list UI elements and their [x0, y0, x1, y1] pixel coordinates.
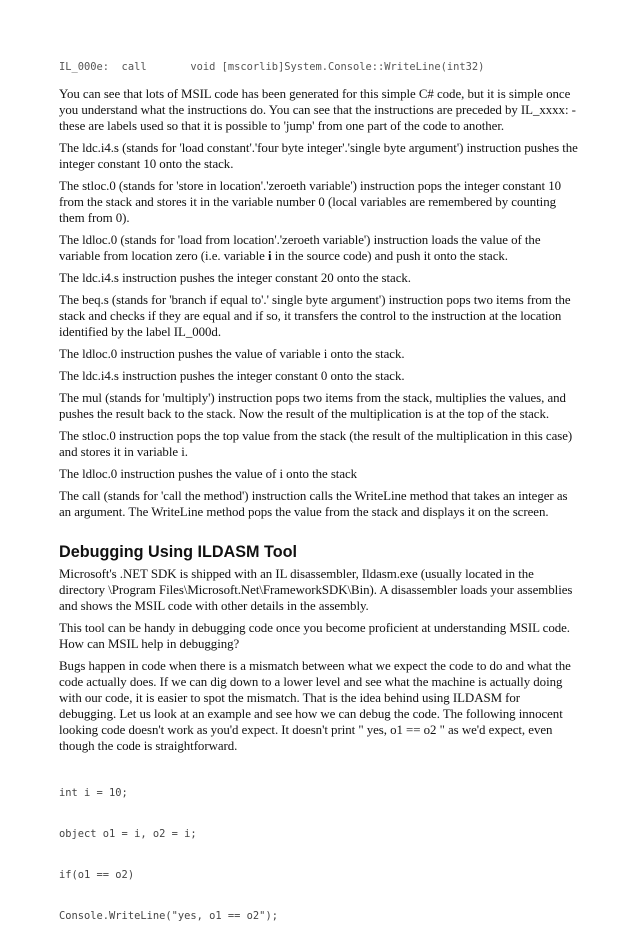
paragraph-ldc-i4-s: The ldc.i4.s (stands for 'load constant'.'four byte integer'.'single byte argument') instruction pushes the integer constant 10 onto the stack. — [59, 141, 578, 171]
paragraph-ldloc-0 — [59, 232, 579, 264]
ldloc-text-after: in the source code) and push it onto the stack. — [271, 249, 508, 263]
paragraph-beq-s: The beq.s (stands for 'branch if equal to'.' single byte argument') instruction pops two items from the stack and checks if they are equal and if so, it transfers the control to the instruction at the location identified by the label IL_000d. — [59, 293, 571, 339]
paragraph-ldloc-push: The ldloc.0 instruction pushes the value of variable i onto the stack. — [59, 347, 405, 361]
code-line: if(o1 == o2) — [59, 868, 135, 881]
code-line: int i = 10; — [59, 787, 128, 800]
paragraph-ldloc-value: The ldloc.0 instruction pushes the value of i onto the stack — [59, 467, 358, 481]
code-snippet-example — [59, 760, 579, 950]
code-line: object o1 = i, o2 = i; — [59, 827, 197, 840]
code-snippet-top: IL_000e: call void [mscorlib]System.Console::WriteLine(int32) — [59, 61, 485, 73]
ldloc-text-before: The ldloc.0 (stands for 'load from location'.'zeroeth variable') instruction loads the value of the variable from location zero (i.e. variable — [59, 233, 541, 263]
section-heading: Debugging Using ILDASM Tool — [59, 543, 297, 561]
paragraph-call: The call (stands for 'call the method') instruction calls the WriteLine method that takes an integer as an argument. The WriteLine method pops the value from the stack and displays it on the screen. — [59, 489, 568, 519]
paragraph-ldc-0: The ldc.i4.s instruction pushes the integer constant 0 onto the stack. — [59, 369, 405, 383]
code-line: Console.WriteLine("yes, o1 == o2"); — [59, 909, 278, 922]
paragraph-ildasm-handy: This tool can be handy in debugging code once you become proficient at understanding MSIL code. How can MSIL help in debugging? — [59, 621, 570, 651]
paragraph-mul: The mul (stands for 'multiply') instruction pops two items from the stack, multiplies the values, and pushes the result back to the stack. Now the result of the multiplication is at the top of the stack. — [59, 391, 566, 421]
ldloc-variable-bold: i — [268, 249, 272, 263]
paragraph-stloc-store: The stloc.0 instruction pops the top value from the stack (the result of the multiplication in this case) and stores it in variable i. — [59, 429, 573, 459]
paragraph-msil-intro: You can see that lots of MSIL code has been generated for this simple C# code, but it is simple once you understand what the instructions do. You can see that the instructions are preceded by IL_xxxx: - these are labels used so that it is possible to 'jump' from one part of the code to another. — [59, 87, 576, 133]
paragraph-ldc-20: The ldc.i4.s instruction pushes the integer constant 20 onto the stack. — [59, 271, 411, 285]
paragraph-bugs: Bugs happen in code when there is a mismatch between what we expect the code to do and what the code actually does. If we can dig down to a lower level and see what the machine is actually doing with our code, it is easier to spot the mismatch. That is the idea behind using ILDASM for debugging. Let us look at an example and see how we can debug the code. The following innocent looking code doesn't work as you'd expect. It doesn't print " yes, o1 == o2 " as we'd expect, even though the code is straightforward. — [59, 659, 571, 753]
paragraph-ildasm-intro: Microsoft's .NET SDK is shipped with an IL disassembler, Ildasm.exe (usually located in the directory \Program Files\Microsoft.Net\FrameworkSDK\Bin). A disassembler loads your assemblies and shows the MSIL code with other details in the assembly. — [59, 567, 573, 613]
paragraph-stloc-0: The stloc.0 (stands for 'store in location'.'zeroeth variable') instruction pops the integer constant 10 from the stack and stores it in the variable number 0 (local variables are remembered by counting them from 0). — [59, 179, 562, 225]
